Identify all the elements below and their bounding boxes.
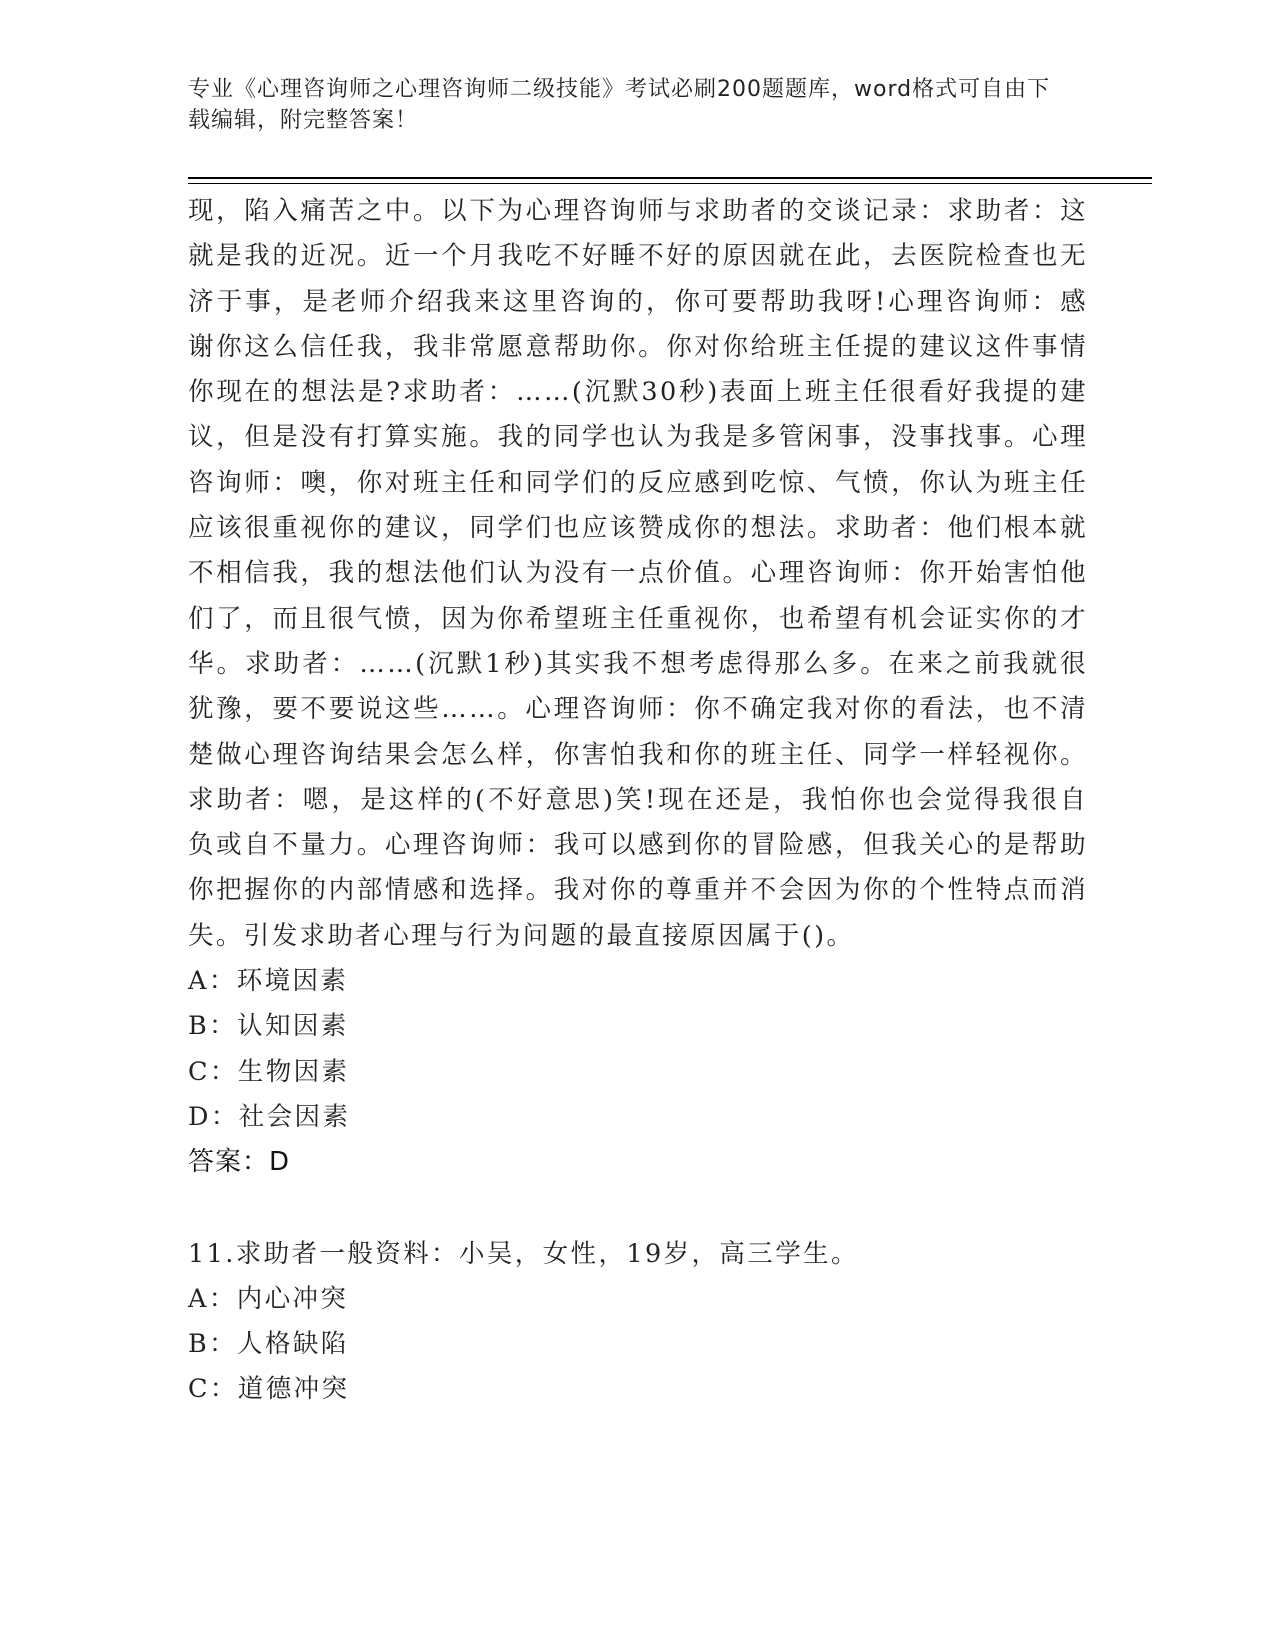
question-10-option-a: A：环境因素 [188, 966, 349, 997]
question-10-stem: 现，陷入痛苦之中。以下为心理咨询师与求助者的交谈记录：求助者：这就是我的近况。近一个月我吃不好睡不好的原因就在此，去医院检查也无济于事，是老师介绍我来这里咨询的，你可要帮助我呀!心理咨询师：感谢你这么信任我，我非常愿意帮助你。你对你给班主任提的建议这件事情你现在的想法是?求助者：……(沉默30秒)表面上班主任很看好我提的建议，但是没有打算实施。我的同学也认为我是多管闲事，没事找事。心理咨询师：噢，你对班主任和同学们的反应感到吃惊、气愤，你认为班主任应该很重视你的建议，同学们也应该赞成你的想法。求助者：他们根本就不相信我，我的想法他们认为没有一点价值。心理咨询师：你开始害怕他们了，而且很气愤，因为你希望班主任重视你，也希望有机会证实你的才华。求助者：……(沉默1秒)其实我不想考虑得那么多。在来之前我就很犹豫，要不要说这些……。心理咨询师：你不确定我对你的看法，也不清楚做心理咨询结果会怎么样，你害怕我和你的班主任、同学一样轻视你。求助者：嗯，是这样的(不好意思)笑!现在还是，我怕你也会觉得我很自负或自不量力。心理咨询师：我可以感到你的冒险感，但我关心的是帮助你把握你的内部情感和选择。我对你的尊重并不会因为你的个性特点而消失。引发求助者心理与行为问题的最直接原因属于()。 [188, 196, 1088, 951]
question-11-option-b: B：人格缺陷 [188, 1329, 349, 1360]
question-11-option-c: C：道德冲突 [188, 1374, 350, 1405]
question-10-option-d: D：社会因素 [188, 1101, 351, 1132]
question-10-option-c: C：生物因素 [188, 1056, 350, 1087]
document-body [188, 189, 1088, 1413]
question-10-option-b: B：认知因素 [188, 1011, 349, 1042]
question-spacer [188, 1186, 1088, 1232]
question-11-option-a: A：内心冲突 [188, 1283, 349, 1314]
header-divider-thin [188, 183, 1152, 184]
question-11-stem: 11.求助者一般资料：小吴，女性，19岁，高三学生。 [188, 1238, 859, 1269]
header-divider-thick [188, 177, 1152, 179]
document-header: 专业《心理咨询师之心理咨询师二级技能》考试必刷200题题库，word格式可自由下载编辑，附完整答案！ [188, 77, 1051, 133]
question-10-answer: 答案：D [188, 1147, 291, 1178]
